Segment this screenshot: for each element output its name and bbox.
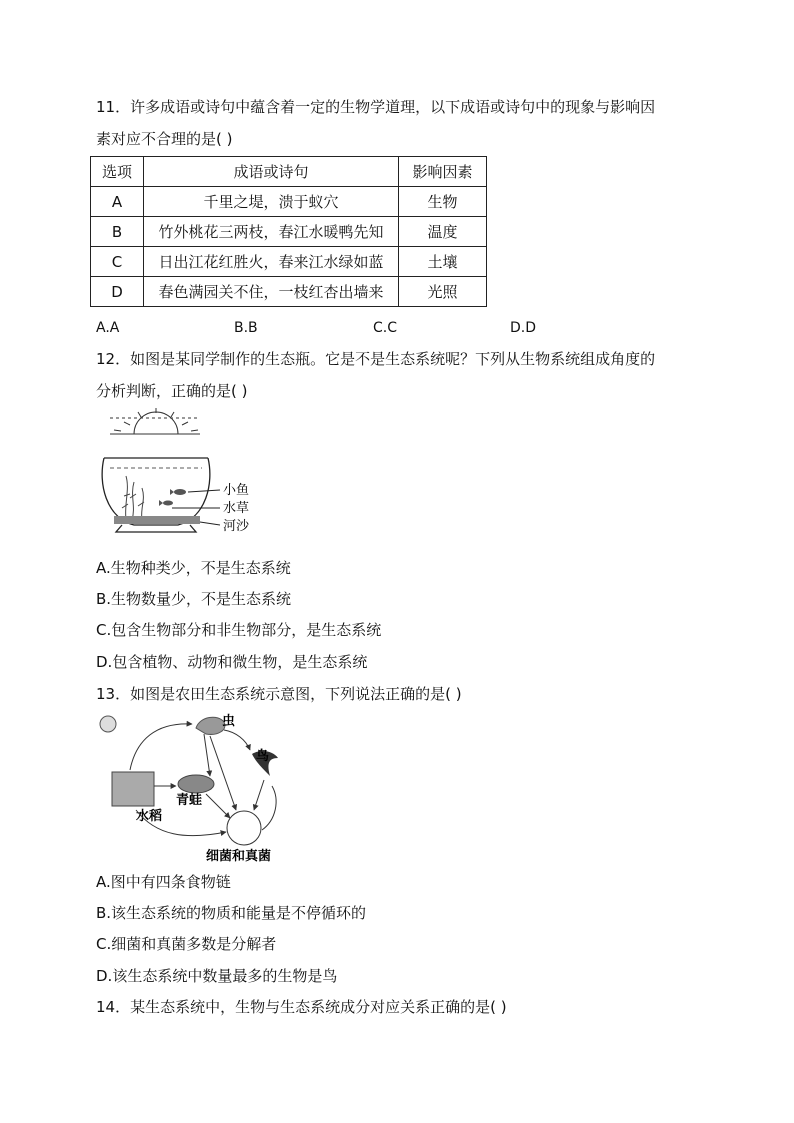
label-small-fish: 小鱼	[223, 483, 250, 498]
q13-option-b[interactable]: B.该生态系统的物质和能量是不停循环的	[96, 904, 367, 922]
table-cell: 千里之堤，溃于蚁穴	[144, 187, 399, 217]
table-row	[91, 217, 487, 247]
sun-icon	[110, 408, 200, 434]
decomposer-circle-icon	[227, 811, 261, 845]
table-cell: B	[91, 217, 144, 247]
q11-option-c[interactable]: C.C	[373, 320, 398, 336]
table-cell: 春色满园关不住，一枝红杏出墙来	[144, 277, 399, 307]
table-cell: 日出江花红胜火，春来江水绿如蓝	[144, 247, 399, 277]
q13-option-c[interactable]: C.细菌和真菌多数是分解者	[96, 935, 277, 953]
table-header-cell: 成语或诗句	[144, 157, 399, 187]
label-water-plant: 水草	[223, 501, 250, 516]
q11-option-b[interactable]: B.B	[234, 320, 258, 336]
q12-option-a[interactable]: A.生物种类少，不是生态系统	[96, 559, 291, 577]
table-header-row	[91, 157, 487, 187]
ecological-bottle-figure	[96, 408, 296, 538]
label-river-sand: 河沙	[223, 519, 250, 534]
table-row	[91, 277, 487, 307]
table-cell: 温度	[399, 217, 487, 247]
label-frog: 青蛙	[176, 793, 203, 808]
table-cell: D	[91, 277, 144, 307]
q12-option-d[interactable]: D.包含植物、动物和微生物，是生态系统	[96, 653, 368, 671]
q12-option-b[interactable]: B.生物数量少，不是生态系统	[96, 590, 292, 608]
table-row	[91, 187, 487, 217]
table-cell: 生物	[399, 187, 487, 217]
q11-option-a[interactable]: A.A	[96, 320, 120, 336]
rice-icon	[112, 772, 154, 806]
insect-icon	[196, 717, 225, 734]
q13-stem: 13．如图是农田生态系统示意图，下列说法正确的是( )	[96, 685, 462, 703]
table-header-cell: 影响因素	[399, 157, 487, 187]
label-rice: 水稻	[136, 809, 163, 824]
q12-option-c[interactable]: C.包含生物部分和非生物部分，是生态系统	[96, 621, 382, 639]
label-insect: 虫	[222, 714, 236, 729]
q14-stem: 14．某生态系统中，生物与生态系统成分对应关系正确的是( )	[96, 998, 507, 1016]
table-header-cell: 选项	[91, 157, 144, 187]
q13-option-d[interactable]: D.该生态系统中数量最多的生物是鸟	[96, 967, 338, 985]
label-bird: 鸟	[256, 749, 270, 764]
table-cell: A	[91, 187, 144, 217]
frog-icon	[178, 775, 214, 793]
table-cell: 竹外桃花三两枝，春江水暖鸭先知	[144, 217, 399, 247]
q12-stem-line2: 分析判断，正确的是( )	[96, 382, 248, 400]
fish-icon	[159, 489, 186, 506]
farmland-ecosystem-figure	[96, 710, 296, 865]
label-decomposers: 细菌和真菌	[206, 849, 272, 864]
q11-stem-line1: 11．许多成语或诗句中蕴含着一定的生物学道理，以下成语或诗句中的现象与影响因	[96, 98, 656, 116]
q11-option-d[interactable]: D.D	[510, 320, 537, 336]
river-sand-icon	[114, 516, 200, 524]
table-cell: 土壤	[399, 247, 487, 277]
q11-stem-line2: 素对应不合理的是( )	[96, 130, 233, 148]
water-plant-icon	[122, 476, 144, 520]
table-cell: 光照	[399, 277, 487, 307]
q11-table	[90, 156, 487, 307]
q13-option-a[interactable]: A.图中有四条食物链	[96, 873, 231, 891]
table-cell: C	[91, 247, 144, 277]
q12-stem-line1: 12．如图是某同学制作的生态瓶。它是不是生态系统呢？下列从生物系统组成角度的	[96, 350, 656, 368]
sun-icon	[100, 716, 116, 732]
table-row	[91, 247, 487, 277]
